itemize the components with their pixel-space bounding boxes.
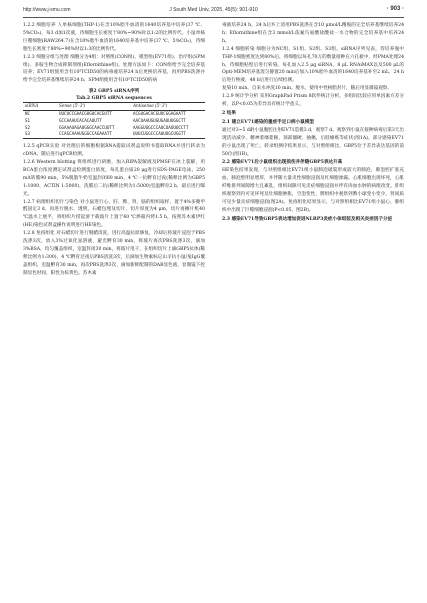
table-cell: S2 [25, 124, 31, 130]
table-header-cell: Sense (5'-3') [59, 103, 86, 109]
table-header-cell: Antisense (5'-3') [133, 103, 168, 109]
body-paragraph: 1.2.2 细胞培养 人单核细胞(THP-1)在含10%胎牛血清的1640培养基中培养(37 ℃、5%CO₂)，每3 d加1次液，待细胞生长密度于80%~90%时以1:2的比例传代。小鼠单核巨噬细胞(RAW264.7)在含10%胎牛血清的1640培养基中培养(37 ℃、5%CO₂)，待细胞生长密度于80%~90%时以1:3的比例传代。 [23, 23, 205, 52]
table-cell: NC [25, 111, 31, 117]
body-paragraph: 1.2.6 Western blotting 将组织进行研磨，加入RIPA裂解液及PMSF在冰上裂解，用BCA蛋白浓度测定试剂盒检测蛋白浓度，每孔蛋白质20 μg进行SDS-PAGE电泳，250 mA转膜90 min，5%脱脂牛奶室温封闭60 min，4 ℃一抗孵育过夜(稀释比例为GBP5 1:1000，ACTIN 1:5000)，洗膜后二抗(稀释比例为1:5000)室温孵育2 h，最后进行曝光。 [23, 160, 205, 197]
table-row [23, 131, 205, 138]
right-column [222, 22, 404, 224]
body-paragraph: 通过对3~5 d龄小鼠腹腔注射EV71造模3 d，观察7 d。观察到小鼠在接种病毒后第3天出现活动减少、精神萎靡萎顿、颈部僵硬、抽搐，后肢瘫痪等症状(图1A)。部分感染EV71的小鼠出现了死亡。转录组测序结果显示，与对照组相比，GBP5位于差异表达基因的前50位(图1B)。 [222, 127, 404, 157]
section-heading: 2 结果 [222, 110, 236, 116]
table-caption-en: Tab.2 GBP5 siRNA sequences [76, 95, 152, 101]
table-cell: S1 [25, 117, 31, 123]
journal-url: http://www.j-smu.com [23, 7, 71, 13]
body-paragraph: 毒液培养24 h，24 h后弃上清用PBS洗涤在含10 μmol/L精胺的完全培养基继续培养24 h；Eflornithine组在含3 mmol/L依氟鸟氨酸盐酸盐一水合物的完全培养基中培养24 h。 [222, 23, 404, 44]
journal-citation: J South Med Univ, 2025, 45(5): 901-910 [169, 7, 258, 13]
table-row [23, 125, 205, 132]
table-header-row [23, 103, 205, 111]
body-paragraph: 1.2.7 病理组织切片与染色 对小鼠进行心、肝、脾、肾、脑的组织取样，置于4%多聚甲醛固定3 d，再进行脱水、透明，石蜡包埋及切片，切片厚度为4 μm，切片再摊片机40 ℃温水上展平，将组织片捞起滑于载玻片上置于60 ℃烘箱内烤1.5 h，按照苏木素伊红(HE)染色试剂盒操作说明进行HE染色。 [23, 199, 205, 229]
left-column [23, 22, 205, 278]
body-paragraph: HE染色结果发现，与对照组相比EV71组小鼠肺泡破裂形成较大的肺泡，肺泡腔扩张充血，肺泡壁明显增厚，并伴随大量炎性细胞浸润及红细胞渗漏。心肌细胞出现坏死，心肌纤维排列间隙增大且紊乱，组织间隙可见炎症细胞浸润并伴有肉血水肿的病理改变。肝组织观察到内可见坏死及灶细胞肿胀，空泡变性，脾组织中观察到脾小球变小变少，肾间质可见少量炎症细胞浸润(图2A)。免疫组化结果显示，与对照组相比EV71组小鼠心、肺组织中出现了巨噬细胞浸润(P<0.05，图2B)。 [222, 168, 404, 213]
table-cell: AAGGUUGCCCAUCUAUUUCCTT [133, 124, 189, 130]
table-cell: AACUAAUGUGUGAUUUGGCTT [133, 117, 186, 123]
body-paragraph: 1.2.9 统计学分析 采用GraphPad Prism 8软件统计分析，多组间比较应用单因素方差分析，以P<0.05为差异具有统计学意义。 [222, 94, 404, 108]
body-paragraph: 1.2.8 免疫组化 对石蜡切片进行脱蜡清洗，进行高温抗原修复，冷却后将玻片浸泡于PBS洗涤3次，放入3%过氧化氢溶液，避光孵育30 min，将玻片再次PBS洗涤3次，滴加3%BSA，均匀覆盖组织，室温封闭30 min，将玻片甩干，在组织切片上滴GBP5抗体(稀释比例为1:300)，4 ℃孵育过夜后PBS清洗3次，后滴加生物素标记山羊抗小鼠/兔IgG覆盖组织，室温孵育30 min，再次PBS洗涤3次，滴加新鲜配制的DAB显色液，显微镜下控制显色时间，阳性为棕黄色。苏木素 [23, 231, 205, 276]
table-cell: GCCAAAUCACACAUUTT [59, 117, 102, 123]
section-heading: 2.3 感染EV71导致GBP5表达增加促进NLRP3炎症小体组装及相关炎症因子分泌 [222, 216, 393, 222]
body-paragraph: 1.2.5 qPCR实验 对处理后的细胞根据RNA提取试剂盒说明书提取RNA并进行转录为cDNA，随后进行qPCR检测。 [23, 144, 205, 158]
section-heading: 2.2 感染EV71后小鼠组织出现损伤并伴随GBP5表达升高 [222, 160, 343, 166]
left-paragraphs-after [23, 143, 205, 277]
table-caption-cn: 表2 GBP5 siRNA序列 [88, 89, 140, 95]
section-heading: 2.1 建立EV71感染的重症手足口病小鼠模型 [222, 119, 314, 125]
table-cell: ACGUGACACGUUCGGAGAATT [133, 111, 186, 117]
table-row [23, 118, 205, 125]
page-number: · 903 · [386, 6, 404, 12]
left-paragraphs [23, 22, 205, 85]
right-paragraphs [222, 22, 404, 224]
body-paragraph: 复染10 min，自来水冲洗10 min。脱水，使用中性树脂封片，随后用显微镜观察。 [222, 86, 392, 92]
body-paragraph: 1.2.4 细胞转染 细胞分为NC组、S1组、S2组、S3组。siRNA序列见表，待培养瓶中THP-1细胞密度达到80%后，将细胞以每孔70万的数量接种在六孔板中，经PMA处理24 h，待细胞贴壁后进行转染。每孔加入2.5 μg siRNA，8 μL RNAiMAX以及500 μL的Opti-MEM培养基混匀静置20 min后加入10%胎牛血清的1640培养基补至2 mL，24 h后进行换液，48 h后进行后续检测。 [222, 46, 404, 84]
header-rule [23, 17, 404, 18]
table-row [23, 111, 205, 118]
table-cell: CCAGCAAAUGGGCCAGAAATT [59, 131, 112, 137]
table-cell: UUUCUGGCCCAUUUGCUGGTT [133, 131, 186, 137]
sirna-table [23, 102, 205, 139]
table-cell: GGAAAUAGAUGGGCAACCUUTT [59, 124, 115, 130]
page-header [23, 7, 404, 17]
table-cell: UUCUCCGAACGUGUCACGUTT [59, 111, 112, 117]
body-paragraph: 1.2.3 细胞分组与处理 细胞分为4组：对照组(CON组)、模型组(EV71组)、治疗组(SPM组)、多胺生物合成抑制剂组(Eflornithine组)。处理方法如下：CON组给予完全培养基培养；EV71组使用含有10⁵TCID50的病毒液培养24 h后更换培养基，再用PBS洗涤并给予完全培养基继续培养24 h；SPM组使用含有10⁵TCID50的病 [23, 54, 205, 84]
table-body [23, 111, 205, 139]
sirna-table-block [23, 89, 205, 139]
table-cell: S3 [25, 131, 31, 137]
table-header-cell: siRNA [25, 103, 39, 109]
